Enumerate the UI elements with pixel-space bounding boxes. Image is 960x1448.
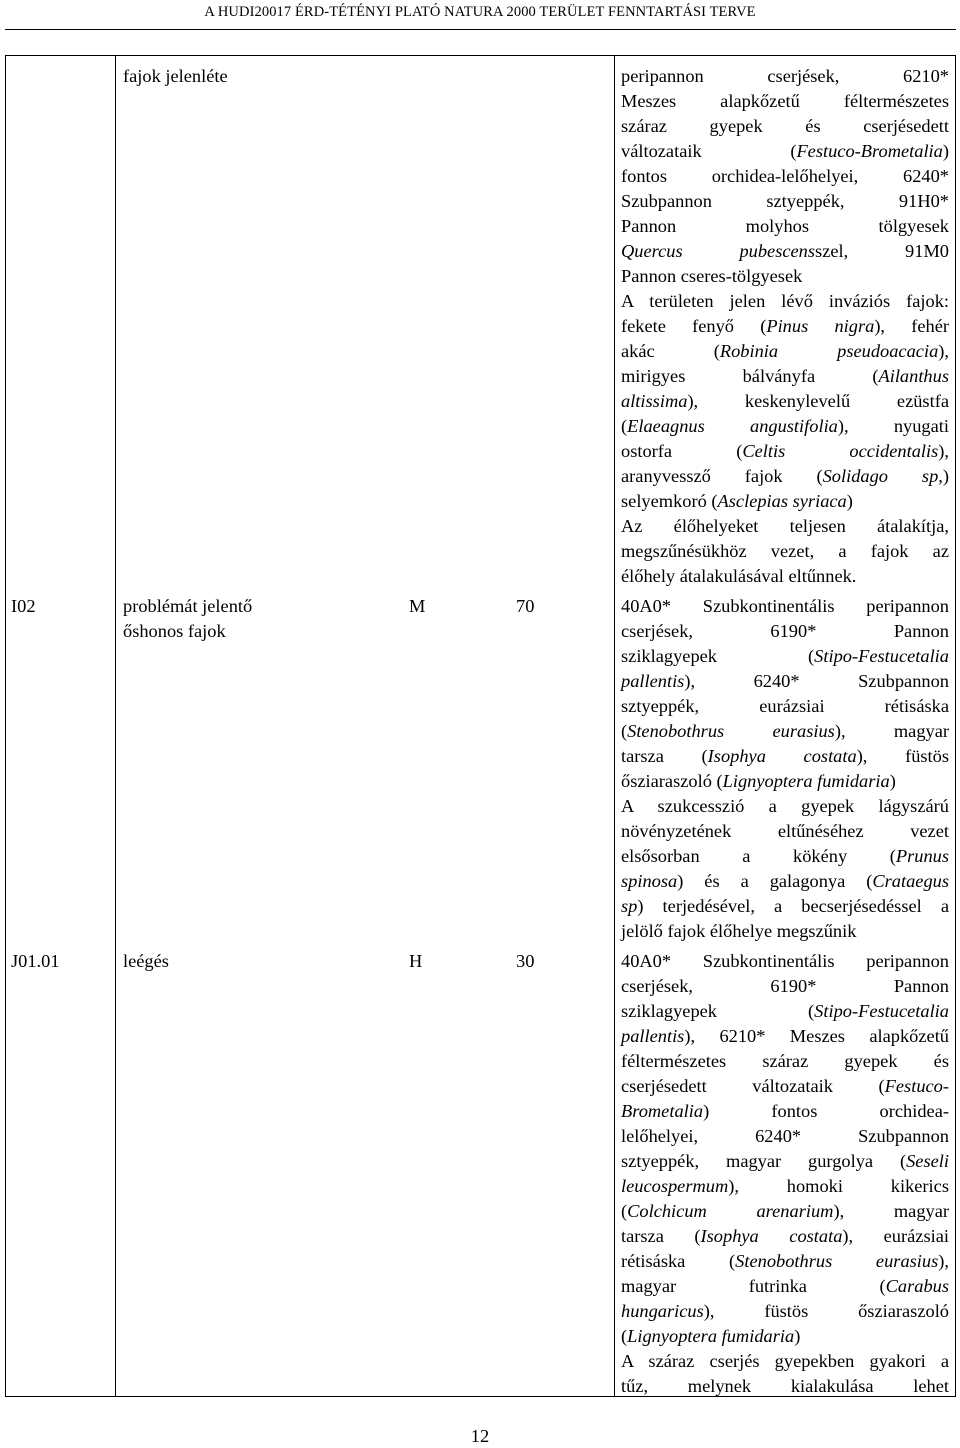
description-line: cserjések, 6190* Pannon — [621, 976, 949, 996]
description-line: cserjésedett változataik (Festuco- — [621, 1076, 949, 1096]
threat-percent: 30 — [516, 951, 535, 971]
threat-name: leégés — [123, 951, 169, 971]
description-line: A szukcesszió a gyepek lágyszárú — [621, 796, 949, 816]
page-number: 12 — [470, 1426, 490, 1446]
description-line: spinosa) és a galagonya (Crataegus — [621, 871, 949, 891]
description-line: változataik (Festuco-Brometalia) — [621, 141, 949, 161]
description-line: növényzetének eltűnéséhez vezet — [621, 821, 949, 841]
column-divider — [614, 56, 615, 1396]
description-cell — [621, 64, 949, 589]
description-line: (Colchicum arenarium), magyar — [621, 1201, 949, 1221]
description-line: akác (Robinia pseudoacacia), — [621, 341, 949, 361]
description-line: A száraz cserjés gyepekben gyakori a — [621, 1351, 949, 1371]
threat-rating: H — [409, 951, 423, 971]
description-line: 40A0* Szubkontinentális peripannon — [621, 951, 949, 971]
threat-name-line: őshonos fajok — [123, 621, 226, 641]
description-cell — [621, 949, 949, 1399]
threat-code: J01.01 — [11, 951, 60, 971]
description-line: féltermészetes száraz gyepek és — [621, 1051, 949, 1071]
description-line: fontos orchidea-lelőhelyei, 6240* — [621, 166, 949, 186]
threat-rating: M — [409, 596, 426, 616]
description-line: Pannon molyhos tölgyesek — [621, 216, 949, 236]
description-line: mirigyes bálványfa (Ailanthus — [621, 366, 949, 386]
threat-name-cell — [123, 64, 228, 89]
description-line: rétisáska (Stenobothrus eurasius), — [621, 1251, 949, 1271]
description-line: jelölő fajok élőhelye megszűnik — [621, 921, 857, 941]
description-line: tarsza (Isophya costata), füstös — [621, 746, 950, 766]
description-line: lelőhelyei, 6240* Szubpannon — [621, 1126, 949, 1146]
description-cell — [621, 594, 949, 944]
description-line: cserjések, 6190* Pannon — [621, 621, 949, 641]
description-line: pallentis), 6240* Szubpannon — [621, 671, 949, 691]
threat-name-cell — [123, 594, 252, 644]
description-line: A területen jelen lévő inváziós fajok: — [621, 291, 949, 311]
description-line: peripannon cserjések, 6210* — [621, 66, 949, 86]
description-line: száraz gyepek és cserjésedett — [621, 116, 949, 136]
description-line: hungaricus), füstös ősziaraszoló — [621, 1301, 949, 1321]
description-line: sztyeppék, magyar gurgolya (Seseli — [621, 1151, 949, 1171]
description-line: sztyeppék, eurázsiai rétisáska — [621, 696, 949, 716]
threat-code: I02 — [11, 596, 36, 616]
description-line: magyar futrinka (Carabus — [621, 1276, 949, 1296]
description-line: megszűnésükhöz vezet, a fajok az — [621, 541, 949, 561]
description-line: pallentis), 6210* Meszes alapkőzetű — [621, 1026, 949, 1046]
description-line: ostorfa (Celtis occidentalis), — [621, 441, 949, 461]
description-line: sziklagyepek (Stipo-Festucetalia — [621, 646, 949, 666]
threat-name-cell — [123, 949, 169, 974]
description-line: leucospermum), homoki kikerics — [621, 1176, 949, 1196]
description-line: Pannon cseres-tölgyesek — [621, 266, 803, 286]
description-line: Brometalia) fontos orchidea- — [621, 1101, 949, 1121]
threat-name-line: problémát jelentő — [123, 596, 253, 616]
description-line: sziklagyepek (Stipo-Festucetalia — [621, 1001, 949, 1021]
threats-table — [5, 55, 956, 1397]
description-line: ősziaraszoló (Lignyoptera fumidaria) — [621, 771, 896, 791]
description-line: fekete fenyő (Pinus nigra), fehér — [621, 316, 950, 336]
description-line: sp) terjedésével, a becserjésedéssel a — [621, 896, 949, 916]
threat-percent: 70 — [516, 596, 535, 616]
description-line: selyemkoró (Asclepias syriaca) — [621, 491, 853, 511]
description-line: tűz, melynek kialakulása lehet — [621, 1376, 949, 1396]
threat-name: fajok jelenléte — [123, 66, 228, 86]
description-line: Meszes alapkőzetű féltermészetes — [621, 91, 949, 111]
description-line: aranyvessző fajok (Solidago sp,) — [621, 466, 949, 486]
column-divider — [115, 56, 116, 1396]
description-line: Szubpannon sztyeppék, 91H0* — [621, 191, 949, 211]
description-line: (Stenobothrus eurasius), magyar — [621, 721, 949, 741]
running-header: A HUDI20017 ÉRD-TÉTÉNYI PLATÓ NATURA 2000 TERÜLET FENNTARTÁSI TERVE — [204, 4, 756, 20]
description-line: tarsza (Isophya costata), eurázsiai — [621, 1226, 949, 1246]
description-line: (Lignyoptera fumidaria) — [621, 1326, 801, 1346]
description-line: élőhely átalakulásával eltűnnek. — [621, 566, 857, 586]
description-line: (Elaeagnus angustifolia), nyugati — [621, 416, 949, 436]
description-line: Quercus pubescensszel, 91M0 — [621, 241, 949, 261]
description-line: altissima), keskenylevelű ezüstfa — [621, 391, 949, 411]
description-line: 40A0* Szubkontinentális peripannon — [621, 596, 949, 616]
description-line: Az élőhelyeket teljesen átalakítja, — [621, 516, 949, 536]
header-rule — [5, 29, 956, 30]
description-line: elsősorban a kökény (Prunus — [621, 846, 949, 866]
